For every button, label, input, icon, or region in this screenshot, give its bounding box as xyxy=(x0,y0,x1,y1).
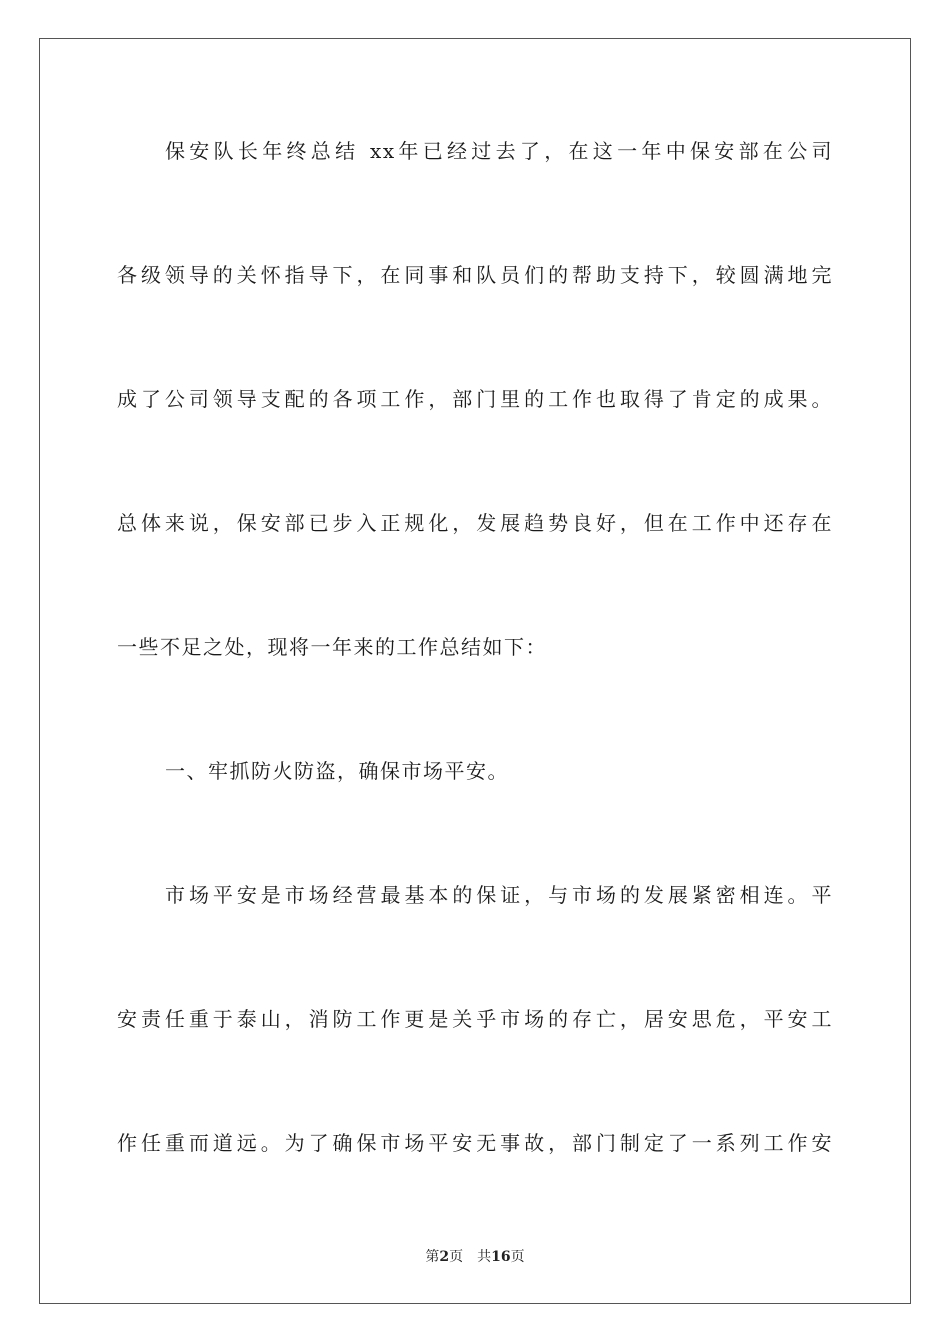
page-footer xyxy=(0,1248,950,1266)
body-line-8: 安责任重于泰山，消防工作更是关乎市场的存亡，居安思危，平安工 xyxy=(117,1007,833,1031)
section-heading-1: 一、牢抓防火防盗，确保市场平安。 xyxy=(165,759,509,783)
footer-total-pages: 16 xyxy=(491,1249,511,1265)
body-line-3: 成了公司领导支配的各项工作，部门里的工作也取得了肯定的成果。 xyxy=(117,387,833,411)
footer-total-suffix: 页 xyxy=(510,1249,525,1265)
body-line-4: 总体来说，保安部已步入正规化，发展趋势良好，但在工作中还存在 xyxy=(117,511,833,535)
body-line-5: 一些不足之处，现将一年来的工作总结如下： xyxy=(117,635,547,659)
body-line-9: 作任重而道远。为了确保市场平安无事故，部门制定了一系列工作安 xyxy=(117,1131,833,1155)
footer-page-number: 2 xyxy=(439,1249,450,1265)
footer-total-prefix: 共 xyxy=(477,1249,492,1265)
page-border xyxy=(39,38,911,1304)
body-line-7: 市场平安是市场经营最基本的保证，与市场的发展紧密相连。平 xyxy=(165,883,833,907)
footer-page-suffix: 页 xyxy=(449,1249,464,1265)
body-line-1: 保安队长年终总结 xx年已经过去了，在这一年中保安部在公司 xyxy=(165,139,833,163)
footer-page-prefix: 第 xyxy=(425,1249,440,1265)
body-line-2: 各级领导的关怀指导下，在同事和队员们的帮助支持下，较圆满地完 xyxy=(117,263,833,287)
